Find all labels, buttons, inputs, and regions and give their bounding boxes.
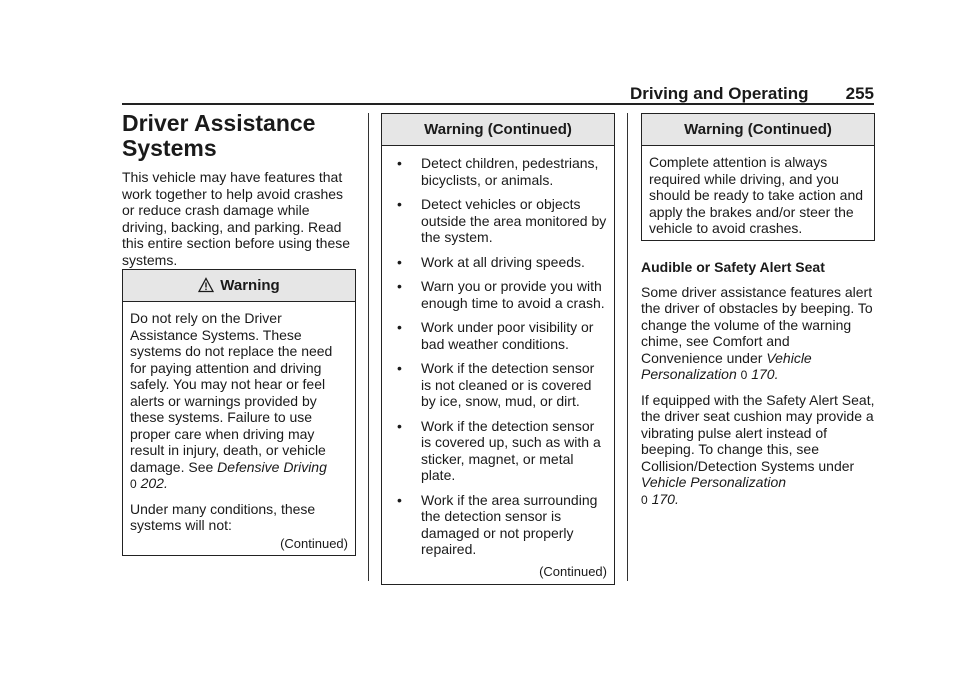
bullet-item (389, 155, 607, 188)
bullet-item (389, 196, 607, 246)
warning-body-3 (642, 146, 874, 240)
page-title: Driver Assistance Systems (122, 110, 316, 161)
continued-label-2: (Continued) (539, 563, 607, 579)
subheading-alert-seat: Audible or Safety Alert Seat (641, 259, 825, 275)
header-rule (122, 103, 874, 105)
bullet-text: Work if the detection sensor is not cleaned or is covered by ice, snow, mud, or dirt. (421, 360, 595, 409)
warning-triangle-icon (198, 273, 214, 304)
bullet-list (389, 155, 607, 558)
page-ref-icon: 0 (740, 368, 748, 382)
warning-box-2 (381, 113, 615, 585)
column-3-text (641, 259, 875, 508)
bullet-text: Detect children, pedestrians, bicyclists, or animals. (421, 155, 599, 188)
warning-text: Do not rely on the Driver Assistance Systems. These systems do not replace the need for paying attention and driving safely. You may not hear or feel alerts or warnings provided by these systems. Failure to use proper care when driving may result in injury, death, or vehicle damage. See Defensive Driving 0 202. (130, 310, 333, 491)
bullet-item (389, 319, 607, 352)
warning-box-3 (641, 113, 875, 241)
page-header (630, 84, 874, 104)
bullet-text: Detect vehicles or objects outside the area monitored by the system. (421, 196, 607, 245)
warning-header-continued-3: Warning (Continued) (642, 114, 874, 146)
warning-header-continued: Warning (Continued) (382, 114, 614, 146)
paragraph-volume: Some driver assistance features alert the driver of obstacles by beeping. To change the volume of the warning chime, see Comfort and Convenience under Vehicle Personalization 0 170. (641, 283, 873, 382)
bullet-item (389, 360, 607, 410)
bullet-icon: • (397, 319, 402, 335)
bullet-item (389, 278, 607, 311)
bullet-icon: • (397, 360, 402, 376)
ref-vehicle-personalization-2[interactable]: Vehicle Personalization (641, 474, 787, 490)
bullet-icon: • (397, 155, 402, 171)
warning-body-2 (382, 146, 614, 583)
warning-header (123, 270, 355, 302)
bullet-icon: • (397, 253, 402, 270)
paragraph-safety-seat: If equipped with the Safety Alert Seat, the driver seat cushion may provide a vibrating pulse alert instead of beeping. To change this, see Collision/Detection Systems under Vehicle Personalization 0 170. (641, 391, 875, 507)
ref-page-2[interactable]: 170 (651, 490, 675, 507)
bullet-item (389, 418, 607, 484)
intro-paragraph: This vehicle may have features that work together to help avoid crashes or reduce crash damage while driving, backing, and parking. Read this entire section before using these systems. (122, 169, 351, 268)
ref-page[interactable]: 202 (140, 475, 164, 491)
ref-defensive-driving[interactable]: Defensive Driving (217, 458, 327, 475)
section-title: Driving and Operating (630, 84, 809, 103)
continued-label: (Continued) (280, 535, 348, 551)
bullet-item (389, 492, 607, 558)
page-ref-icon: 0 (641, 492, 648, 507)
bullet-icon: • (397, 417, 402, 434)
column-divider-right (627, 113, 628, 581)
column-1 (122, 111, 356, 268)
ref-vehicle-personalization-1[interactable]: Vehicle Personalization (641, 349, 812, 382)
bullet-text: Work if the detection sensor is covered up, such as with a sticker, magnet, or metal plate. (421, 417, 601, 483)
warning-heading: Warning (220, 277, 280, 294)
warning-text-3: Complete attention is always required while driving, and you should be ready to take action and apply the brakes and/or steer the vehicle to avoid crashes. (649, 154, 864, 236)
bullet-item (389, 254, 607, 271)
bullet-text: Warn you or provide you with enough time to avoid a crash. (421, 278, 605, 311)
bullet-text: Work if the area surrounding the detection sensor is damaged or not properly repaired. (421, 491, 598, 557)
bullet-icon: • (397, 278, 402, 294)
bullet-text: Work at all driving speeds. (421, 253, 585, 270)
bullet-icon: • (397, 196, 402, 212)
warning-box-1 (122, 269, 356, 556)
page-ref-icon: 0 (130, 477, 137, 491)
bullet-text: Work under poor visibility or bad weather conditions. (421, 319, 594, 352)
page-number: 255 (845, 84, 874, 103)
ref-page-1[interactable]: 170 (751, 366, 775, 382)
column-divider-left (368, 113, 369, 581)
bullet-icon: • (397, 491, 402, 508)
warning-text-2: Under many conditions, these systems will not: (130, 500, 316, 533)
warning-body (123, 302, 355, 555)
